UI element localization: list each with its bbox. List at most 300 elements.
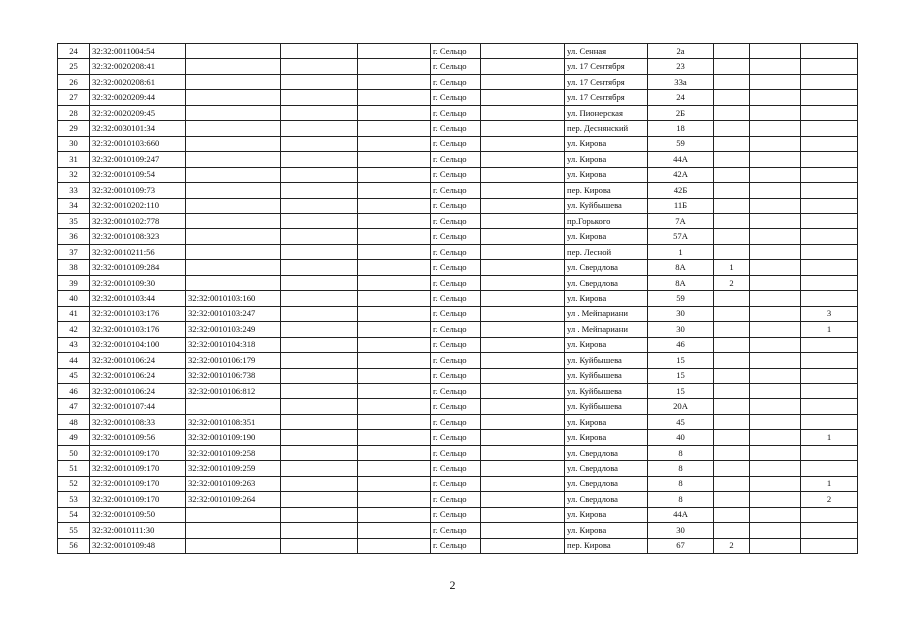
empty-cell [358, 507, 431, 522]
empty-cell [358, 121, 431, 136]
empty-cell [281, 90, 358, 105]
empty-cell [358, 59, 431, 74]
empty-cell [358, 198, 431, 213]
linked-cadastral-number [186, 121, 281, 136]
empty-cell [281, 183, 358, 198]
street-cell: ул. Куйбышева [565, 383, 648, 398]
empty-cell [358, 229, 431, 244]
extra-value-a [714, 507, 750, 522]
extra-value-b [750, 383, 801, 398]
house-number: 15 [648, 383, 714, 398]
house-number: 2Б [648, 105, 714, 120]
empty-cell [358, 538, 431, 553]
row-number: 53 [58, 492, 90, 507]
extra-value-c: 1 [801, 476, 858, 491]
empty-cell [281, 229, 358, 244]
cadastral-number: 32:32:0010202:110 [90, 198, 186, 213]
linked-cadastral-number [186, 136, 281, 151]
extra-value-c [801, 213, 858, 228]
table-row [58, 492, 858, 507]
linked-cadastral-number: 32:32:0010103:247 [186, 306, 281, 321]
extra-value-a [714, 306, 750, 321]
extra-value-a [714, 105, 750, 120]
table-row [58, 244, 858, 259]
empty-cell [481, 275, 565, 290]
cadastral-number: 32:32:0010109:170 [90, 476, 186, 491]
empty-cell [481, 44, 565, 59]
house-number: 42Б [648, 183, 714, 198]
table-row [58, 275, 858, 290]
extra-value-a [714, 229, 750, 244]
linked-cadastral-number [186, 538, 281, 553]
house-number: 15 [648, 353, 714, 368]
table-row [58, 44, 858, 59]
house-number: 45 [648, 414, 714, 429]
street-cell: ул. Кирова [565, 167, 648, 182]
empty-cell [281, 198, 358, 213]
empty-cell [358, 414, 431, 429]
cadastral-number: 32:32:0010107:44 [90, 399, 186, 414]
linked-cadastral-number: 32:32:0010103:249 [186, 322, 281, 337]
extra-value-c [801, 445, 858, 460]
empty-cell [481, 291, 565, 306]
city-cell: г. Сельцо [431, 445, 481, 460]
extra-value-b [750, 90, 801, 105]
empty-cell [281, 275, 358, 290]
house-number: 11Б [648, 198, 714, 213]
row-number: 29 [58, 121, 90, 136]
street-cell: ул. 17 Сентября [565, 90, 648, 105]
empty-cell [358, 90, 431, 105]
extra-value-c [801, 59, 858, 74]
street-cell: ул. Куйбышева [565, 399, 648, 414]
house-number: 40 [648, 430, 714, 445]
city-cell: г. Сельцо [431, 244, 481, 259]
cadastral-number: 32:32:0010104:100 [90, 337, 186, 352]
empty-cell [281, 445, 358, 460]
extra-value-b [750, 399, 801, 414]
city-cell: г. Сельцо [431, 461, 481, 476]
cadastral-number: 32:32:0020208:41 [90, 59, 186, 74]
city-cell: г. Сельцо [431, 213, 481, 228]
row-number: 25 [58, 59, 90, 74]
cadastral-number: 32:32:0010109:50 [90, 507, 186, 522]
city-cell: г. Сельцо [431, 44, 481, 59]
city-cell: г. Сельцо [431, 414, 481, 429]
table-row [58, 198, 858, 213]
extra-value-a [714, 476, 750, 491]
table-row [58, 476, 858, 491]
row-number: 48 [58, 414, 90, 429]
empty-cell [481, 229, 565, 244]
extra-value-b [750, 461, 801, 476]
cadastral-number: 32:32:0010109:54 [90, 167, 186, 182]
empty-cell [481, 183, 565, 198]
extra-value-a [714, 414, 750, 429]
empty-cell [281, 368, 358, 383]
extra-value-a [714, 353, 750, 368]
house-number: 8 [648, 492, 714, 507]
empty-cell [281, 523, 358, 538]
table-row [58, 90, 858, 105]
cadastral-number: 32:32:0010106:24 [90, 368, 186, 383]
empty-cell [481, 59, 565, 74]
extra-value-a [714, 322, 750, 337]
table-row [58, 445, 858, 460]
table-row [58, 414, 858, 429]
extra-value-c [801, 74, 858, 89]
empty-cell [281, 322, 358, 337]
extra-value-c [801, 337, 858, 352]
empty-cell [481, 244, 565, 259]
empty-cell [481, 523, 565, 538]
empty-cell [281, 291, 358, 306]
empty-cell [358, 461, 431, 476]
row-number: 35 [58, 213, 90, 228]
empty-cell [481, 476, 565, 491]
empty-cell [281, 353, 358, 368]
cadastral-number: 32:32:0020208:61 [90, 74, 186, 89]
row-number: 52 [58, 476, 90, 491]
extra-value-c [801, 136, 858, 151]
extra-value-a [714, 74, 750, 89]
cadastral-number: 32:32:0010211:56 [90, 244, 186, 259]
cadastral-number: 32:32:0010108:323 [90, 229, 186, 244]
extra-value-a [714, 44, 750, 59]
city-cell: г. Сельцо [431, 121, 481, 136]
empty-cell [481, 322, 565, 337]
extra-value-a [714, 337, 750, 352]
extra-value-b [750, 291, 801, 306]
table-row [58, 306, 858, 321]
street-cell: ул. Пионерская [565, 105, 648, 120]
extra-value-c [801, 507, 858, 522]
empty-cell [281, 44, 358, 59]
row-number: 24 [58, 44, 90, 59]
linked-cadastral-number [186, 229, 281, 244]
empty-cell [358, 152, 431, 167]
cadastral-number: 32:32:0010109:56 [90, 430, 186, 445]
extra-value-c [801, 368, 858, 383]
extra-value-a [714, 368, 750, 383]
empty-cell [281, 213, 358, 228]
extra-value-c [801, 523, 858, 538]
row-number: 30 [58, 136, 90, 151]
table-row [58, 353, 858, 368]
linked-cadastral-number [186, 152, 281, 167]
extra-value-b [750, 105, 801, 120]
house-number: 44А [648, 507, 714, 522]
empty-cell [481, 337, 565, 352]
house-number: 8А [648, 260, 714, 275]
row-number: 32 [58, 167, 90, 182]
city-cell: г. Сельцо [431, 507, 481, 522]
city-cell: г. Сельцо [431, 275, 481, 290]
street-cell: ул. Кирова [565, 337, 648, 352]
row-number: 49 [58, 430, 90, 445]
street-cell: ул. Свердлова [565, 275, 648, 290]
extra-value-a: 2 [714, 275, 750, 290]
extra-value-b [750, 152, 801, 167]
extra-value-b [750, 492, 801, 507]
row-number: 50 [58, 445, 90, 460]
empty-cell [481, 167, 565, 182]
linked-cadastral-number [186, 260, 281, 275]
street-cell: ул. Сенная [565, 44, 648, 59]
linked-cadastral-number: 32:32:0010108:351 [186, 414, 281, 429]
linked-cadastral-number [186, 167, 281, 182]
row-number: 28 [58, 105, 90, 120]
cadastral-number: 32:32:0010103:660 [90, 136, 186, 151]
empty-cell [481, 105, 565, 120]
cadastral-number: 32:32:0010106:24 [90, 353, 186, 368]
empty-cell [481, 198, 565, 213]
empty-cell [481, 136, 565, 151]
extra-value-a [714, 59, 750, 74]
cadastral-number: 32:32:0010108:33 [90, 414, 186, 429]
row-number: 41 [58, 306, 90, 321]
empty-cell [358, 44, 431, 59]
city-cell: г. Сельцо [431, 105, 481, 120]
empty-cell [281, 337, 358, 352]
empty-cell [281, 461, 358, 476]
cadastral-number: 32:32:0010103:176 [90, 322, 186, 337]
row-number: 47 [58, 399, 90, 414]
empty-cell [358, 445, 431, 460]
empty-cell [281, 244, 358, 259]
cadastral-number: 32:32:0010109:48 [90, 538, 186, 553]
empty-cell [358, 337, 431, 352]
extra-value-b [750, 275, 801, 290]
extra-value-b [750, 229, 801, 244]
extra-value-c [801, 152, 858, 167]
table-row [58, 260, 858, 275]
row-number: 26 [58, 74, 90, 89]
empty-cell [358, 399, 431, 414]
empty-cell [481, 353, 565, 368]
street-cell: ул . Мейпариани [565, 306, 648, 321]
street-cell: ул. Кирова [565, 229, 648, 244]
empty-cell [281, 507, 358, 522]
street-cell: пер. Лесной [565, 244, 648, 259]
table-row [58, 507, 858, 522]
house-number: 23 [648, 59, 714, 74]
row-number: 51 [58, 461, 90, 476]
table-row [58, 213, 858, 228]
city-cell: г. Сельцо [431, 59, 481, 74]
linked-cadastral-number: 32:32:0010104:318 [186, 337, 281, 352]
extra-value-a: 2 [714, 538, 750, 553]
city-cell: г. Сельцо [431, 399, 481, 414]
empty-cell [358, 136, 431, 151]
row-number: 27 [58, 90, 90, 105]
empty-cell [358, 430, 431, 445]
table-row [58, 337, 858, 352]
empty-cell [281, 167, 358, 182]
extra-value-c [801, 275, 858, 290]
city-cell: г. Сельцо [431, 167, 481, 182]
street-cell: ул . Мейпариани [565, 322, 648, 337]
city-cell: г. Сельцо [431, 337, 481, 352]
street-cell: ул. Свердлова [565, 461, 648, 476]
empty-cell [358, 492, 431, 507]
extra-value-c: 1 [801, 430, 858, 445]
linked-cadastral-number: 32:32:0010103:160 [186, 291, 281, 306]
row-number: 33 [58, 183, 90, 198]
house-number: 18 [648, 121, 714, 136]
extra-value-b [750, 260, 801, 275]
table-row [58, 183, 858, 198]
empty-cell [481, 445, 565, 460]
table-body [58, 44, 858, 554]
street-cell: ул. 17 Сентября [565, 59, 648, 74]
extra-value-b [750, 523, 801, 538]
linked-cadastral-number [186, 244, 281, 259]
house-number: 59 [648, 136, 714, 151]
city-cell: г. Сельцо [431, 183, 481, 198]
linked-cadastral-number [186, 213, 281, 228]
city-cell: г. Сельцо [431, 260, 481, 275]
property-table [57, 43, 858, 554]
extra-value-c [801, 383, 858, 398]
cadastral-number: 32:32:0030101:34 [90, 121, 186, 136]
city-cell: г. Сельцо [431, 306, 481, 321]
empty-cell [281, 492, 358, 507]
house-number: 44А [648, 152, 714, 167]
extra-value-b [750, 337, 801, 352]
street-cell: ул. 17 Сентября [565, 74, 648, 89]
extra-value-b [750, 183, 801, 198]
empty-cell [481, 121, 565, 136]
city-cell: г. Сельцо [431, 476, 481, 491]
row-number: 45 [58, 368, 90, 383]
empty-cell [481, 538, 565, 553]
empty-cell [481, 430, 565, 445]
row-number: 44 [58, 353, 90, 368]
table-row [58, 538, 858, 553]
city-cell: г. Сельцо [431, 90, 481, 105]
row-number: 36 [58, 229, 90, 244]
extra-value-b [750, 538, 801, 553]
extra-value-a [714, 399, 750, 414]
table-row [58, 383, 858, 398]
extra-value-a: 1 [714, 260, 750, 275]
linked-cadastral-number [186, 198, 281, 213]
extra-value-b [750, 244, 801, 259]
extra-value-b [750, 414, 801, 429]
empty-cell [481, 368, 565, 383]
extra-value-b [750, 198, 801, 213]
empty-cell [481, 152, 565, 167]
empty-cell [358, 476, 431, 491]
house-number: 20А [648, 399, 714, 414]
row-number: 39 [58, 275, 90, 290]
city-cell: г. Сельцо [431, 430, 481, 445]
row-number: 43 [58, 337, 90, 352]
street-cell: ул. Кирова [565, 291, 648, 306]
house-number: 7А [648, 213, 714, 228]
empty-cell [358, 260, 431, 275]
linked-cadastral-number: 32:32:0010109:264 [186, 492, 281, 507]
table-row [58, 59, 858, 74]
row-number: 40 [58, 291, 90, 306]
street-cell: ул. Кирова [565, 507, 648, 522]
table-row [58, 291, 858, 306]
extra-value-c [801, 183, 858, 198]
linked-cadastral-number [186, 44, 281, 59]
empty-cell [358, 368, 431, 383]
extra-value-c [801, 538, 858, 553]
cadastral-number: 32:32:0020209:44 [90, 90, 186, 105]
empty-cell [358, 523, 431, 538]
extra-value-b [750, 167, 801, 182]
cadastral-number: 32:32:0011004:54 [90, 44, 186, 59]
empty-cell [281, 414, 358, 429]
linked-cadastral-number: 32:32:0010109:190 [186, 430, 281, 445]
empty-cell [281, 476, 358, 491]
street-cell: ул. Кирова [565, 430, 648, 445]
city-cell: г. Сельцо [431, 353, 481, 368]
empty-cell [358, 275, 431, 290]
extra-value-b [750, 445, 801, 460]
empty-cell [281, 121, 358, 136]
empty-cell [281, 538, 358, 553]
row-number: 31 [58, 152, 90, 167]
linked-cadastral-number [186, 105, 281, 120]
row-number: 38 [58, 260, 90, 275]
row-number: 56 [58, 538, 90, 553]
empty-cell [358, 383, 431, 398]
cadastral-number: 32:32:0010109:73 [90, 183, 186, 198]
empty-cell [281, 105, 358, 120]
table-row [58, 136, 858, 151]
city-cell: г. Сельцо [431, 368, 481, 383]
cadastral-number: 32:32:0010103:176 [90, 306, 186, 321]
street-cell: пер. Кирова [565, 183, 648, 198]
extra-value-a [714, 523, 750, 538]
extra-value-a [714, 136, 750, 151]
linked-cadastral-number: 32:32:0010109:259 [186, 461, 281, 476]
extra-value-a [714, 198, 750, 213]
cadastral-number: 32:32:0010106:24 [90, 383, 186, 398]
extra-value-c [801, 399, 858, 414]
empty-cell [281, 383, 358, 398]
empty-cell [481, 306, 565, 321]
page-number: 2 [449, 578, 456, 592]
street-cell: ул. Куйбышева [565, 368, 648, 383]
street-cell: ул. Кирова [565, 523, 648, 538]
extra-value-c [801, 414, 858, 429]
table-row [58, 105, 858, 120]
row-number: 37 [58, 244, 90, 259]
cadastral-number: 32:32:0010109:170 [90, 492, 186, 507]
extra-value-a [714, 244, 750, 259]
extra-value-c [801, 461, 858, 476]
city-cell: г. Сельцо [431, 136, 481, 151]
extra-value-a [714, 291, 750, 306]
extra-value-a [714, 167, 750, 182]
cadastral-number: 32:32:0010109:284 [90, 260, 186, 275]
extra-value-b [750, 476, 801, 491]
house-number: 46 [648, 337, 714, 352]
empty-cell [481, 399, 565, 414]
row-number: 34 [58, 198, 90, 213]
row-number: 55 [58, 523, 90, 538]
empty-cell [358, 105, 431, 120]
extra-value-a [714, 445, 750, 460]
extra-value-b [750, 507, 801, 522]
extra-value-c [801, 198, 858, 213]
